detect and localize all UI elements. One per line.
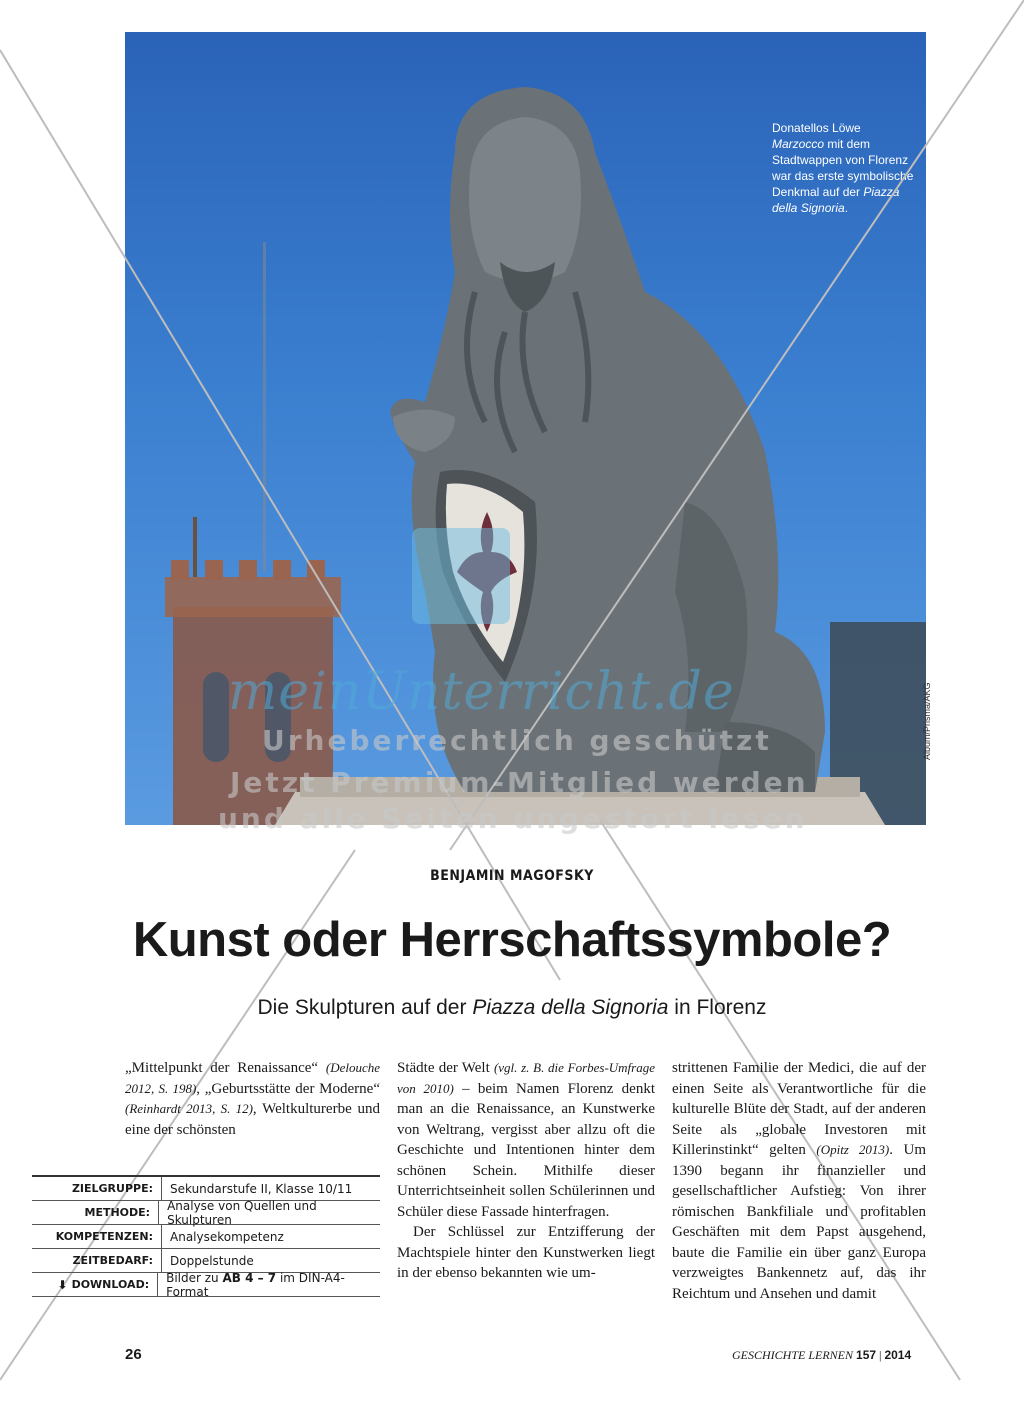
info-row bbox=[32, 1198, 380, 1227]
info-value: Sekundarstufe II, Klasse 10/11 bbox=[170, 1181, 353, 1196]
info-row bbox=[32, 1249, 380, 1273]
download-icon: ⬇ bbox=[57, 1277, 68, 1292]
text-column-2: Städte der Welt (vgl. z. B. die Forbes-Umfrage von 2010) – beim Namen Florenz denkt man an die Renaissance, an Kunstwerke von Weltrang, vergisst aber allzu oft die Geschichte und Intentionen hinter dem schönen Schein. Mithilfe dieser Unterrichtseinheit sollen Schülerinnen und Schüler diese Fassade hinterfragen. Der Schlüssel zur Entzifferung der Machtspiele hinter den Kunstwerken liegt in der ebenso bekannten wie um- bbox=[397, 1060, 656, 1281]
info-label: ZIELGRUPPE: bbox=[32, 1177, 162, 1200]
photo-credit: Album/Prisma/AKG bbox=[922, 682, 932, 760]
journal-footer: GESCHICHTE LERNEN 157 | 2014 bbox=[732, 1348, 912, 1362]
info-label: ZEITBEDARF: bbox=[32, 1249, 162, 1272]
article-subtitle: Die Skulpturen auf der Piazza della Signoria in Florenz bbox=[257, 996, 767, 1019]
info-label: KOMPETENZEN: bbox=[32, 1225, 162, 1248]
info-row bbox=[32, 1225, 380, 1249]
text-column-1: „Mittelpunkt der Renaissance“ (Delouche 2012, S. 198), „Geburtsstätte der Moderne“ (Reinhardt 2013, S. 12), Weltkulturerbe und eine der schönsten bbox=[125, 1060, 380, 1138]
watermark-line-2: Jetzt Premium-Mitglied werden bbox=[230, 766, 809, 799]
info-value: Doppelstunde bbox=[170, 1253, 254, 1268]
watermark-logo: meinUnterricht.de bbox=[228, 662, 735, 722]
watermark-logo-icon bbox=[412, 528, 510, 624]
author-name: BENJAMIN MAGOFSKY bbox=[430, 868, 594, 884]
photo-caption: Donatellos Löwe Marzocco mit dem Stadtwappen von Florenz war das erste symbolische Denkmal auf der Piazza della Signoria. bbox=[772, 121, 914, 215]
watermark-line-1: Urheberrechtlich geschützt bbox=[262, 724, 772, 757]
page-number: 26 bbox=[125, 1346, 142, 1363]
info-row-download: ⬇ DOWNLOAD: Bilder zu AB 4 – 7 im DIN-A4-Format bbox=[32, 1273, 380, 1297]
info-value: Analysekompetenz bbox=[170, 1229, 284, 1244]
watermark-line-3: und alle Seiten ungestört lesen bbox=[218, 802, 808, 835]
text-column-3: strittenen Familie der Medici, die auf der einen Seite als Verantwortliche für die kulturelle Blüte der Stadt, auf der anderen Seite als „globale Investoren mit Killerinstinkt“ gelten (Opitz 2013). Um 1390 begann ihr finanzieller und gesellschaftlicher Aufstieg: Von ihrer römischen Bankfiliale und profitablen Geschäften mit dem Papst ausgehend, baute die Familie ein über ganz Europa verzweigtes Bankennetz auf, das ihr Reichtum und Ansehen und damit bbox=[672, 1060, 926, 1302]
info-row bbox=[32, 1175, 380, 1201]
info-label: METHODE: bbox=[32, 1201, 159, 1224]
info-box bbox=[32, 1175, 380, 1297]
article-title: Kunst oder Herrschaftssymbole? bbox=[132, 913, 892, 967]
info-value: Analyse von Quellen und Skulpturen bbox=[167, 1198, 317, 1227]
